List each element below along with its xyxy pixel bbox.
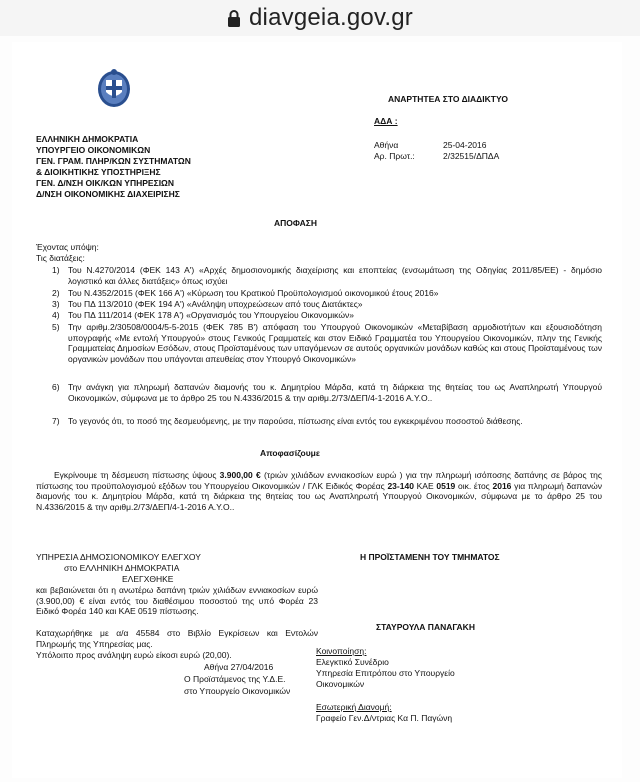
audit-signatory-title: Ο Προϊστάμενος της Υ.Δ.Ε. (184, 674, 286, 684)
provisions-label: Τις διατάξεις: (36, 253, 85, 263)
list-item-number: 7) (52, 416, 60, 426)
lock-icon (227, 9, 241, 27)
document-page (12, 42, 622, 778)
we-decide-heading: Αποφασίζουμε (260, 448, 320, 458)
list-item-number: 3) (52, 299, 60, 309)
audit-paragraph-1: και βεβαιώνεται ότι η ανωτέρω δαπάνη τριών χιλιάδων εννιακοσίων ευρώ (3.900,00) € είναι εντός του διαθέσιμου ποσοστού της υπό Φορέα 23 Ειδικό Φορέα 140 και ΚΑΕ 0519 πίστωσης. (36, 585, 318, 616)
list-item-number: 1) (52, 265, 60, 275)
protocol-number: 2/32515/ΔΠΔΑ (443, 151, 500, 161)
audit-service-title: ΥΠΗΡΕΣΙΑ ΔΗΜΟΣΙΟΝΟΜΙΚΟΥ ΕΛΕΓΧΟΥ (36, 552, 201, 562)
list-item-number: 6) (52, 382, 60, 392)
list-item: Του ΠΔ 111/2014 (ΦΕΚ 178 Α') «Οργανισμός του Υπουργείου Οικονομικών» (68, 310, 354, 320)
notification-recipient-3: Οικονομικών (316, 679, 365, 689)
notification-recipient-2: Υπηρεσία Επιτρόπου στο Υπουργείο (316, 668, 455, 678)
to-internet-label: ΑΝΑΡΤΗΤΕΑ ΣΤΟ ΔΙΑΔΙΚΤΥΟ (388, 94, 508, 104)
audit-signatory-subtitle: στο Υπουργείο Οικονομικών (184, 686, 291, 696)
internal-distribution-recipient: Γραφείο Γεν.Δ/ντριας Κα Π. Παγώνη (316, 713, 453, 723)
list-item-number: 5) (52, 322, 60, 332)
head-of-department: Η ΠΡΟΪΣΤΑΜΕΝΗ ΤΟΥ ΤΜΗΜΑΤΟΣ (360, 552, 500, 562)
place-label: Αθήνα (374, 140, 399, 150)
address-bar[interactable] (0, 0, 640, 36)
list-item: Την αριθμ.2/30508/0004/5-5-2015 (ΦΕΚ 785 Β') απόφαση του Υπουργού Οικονομικών «Μεταβίβαση αρμοδιοτήτων και εξουσιοδότηση υπογραφής «Με εντολή Υπουργού» στους Γενικούς Γραμματείς και στον Ειδικό Γραμματέα του Υπουργείου Οικονομικών, πλην της Γενικής Γραμματείας Δημοσίων Εσόδων, στους Προϊσταμένους των υπαγόμενων σε αυτούς οργανικών μονάδων καθώς και στους Προϊσταμένους των οργανικών μονάδων που υπάγονται απευθείας στον Υπουργό Οικονομικών» (68, 322, 602, 364)
considering-label: Έχοντας υπόψη: (36, 242, 99, 252)
greek-emblem-icon (92, 66, 136, 110)
document-date: 25-04-2016 (443, 140, 487, 150)
decision-paragraph: Εγκρίνουμε τη δέσμευση πίστωσης ύψους 3.900,00 € (τριών χιλιάδων εννιακοσίων ευρώ ) για την πληρωμή ισόποσης δαπάνης σε βάρος της πίστωσης του προϋπολογισμού εξόδων του Υπουργείου Οικονομικών / ΓΛΚ Ειδικός Φορέας 23-140 ΚΑΕ 0519 οικ. έτος 2016 για πληρωμή δαπανών διαμονής του κ. Δημητρίου Μάρδα, κατά τη διάρκεια της θητείας του ως Αναπληρωτή Υπουργού Οικονομικών, σύμφωνα με το άρθρο 25 του Ν.4336/2015 & την αριθμ.2/73/ΔΕΠ/4-1-2016 Α.Υ.Ο.. (36, 470, 602, 512)
list-item-number: 4) (52, 310, 60, 320)
decision-title: ΑΠΟΦΑΣΗ (274, 218, 318, 228)
list-item: Του ΠΔ 113/2010 (ΦΕΚ 194 Α') «Ανάληψη υποχρεώσεων από τους Διατάκτες» (68, 299, 363, 309)
issuer-line-2: ΥΠΟΥΡΓΕΙΟ ΟΙΚΟΝΟΜΙΚΩΝ (36, 145, 151, 155)
issuer-line-1: ΕΛΛΗΝΙΚΗ ΔΗΜΟΚΡΑΤΙΑ (36, 134, 139, 144)
issuer-line-3: ΓΕΝ. ΓΡΑΜ. ΠΛΗΡ/ΚΩΝ ΣΥΣΤΗΜΑΤΩΝ (36, 156, 191, 166)
protocol-label: Αρ. Πρωτ.: (374, 151, 415, 161)
audit-date: Αθήνα 27/04/2016 (204, 662, 274, 672)
list-item: Την ανάγκη για πληρωμή δαπανών διαμονής του κ. Δημητρίου Μάρδα, κατά τη διάρκεια της θητείας του ως Αναπληρωτή Υπουργού Οικονομικών, σύμφωνα με το άρθρο 25 του Ν.4336/2015 & την αριθμ.2/73/ΔΕΠ/4-1-2016 Α.Υ.Ο.. (68, 382, 602, 403)
signatory-name: ΣΤΑΥΡΟΥΛΑ ΠΑΝΑΓΑΚΗ (376, 622, 475, 632)
audit-paragraph-2: Καταχωρήθηκε με α/α 45584 στο Βιβλίο Εγκρίσεων και Εντολών Πληρωμής της Υπηρεσίας μας. (36, 628, 318, 649)
audit-service-subtitle: στο ΕΛΛΗΝΙΚΗ ΔΗΜΟΚΡΑΤΙΑ (64, 563, 180, 573)
document-viewer (0, 36, 640, 782)
audit-paragraph-3: Υπόλοιπο προς ανάληψη ευρώ είκοσι ευρώ (20,00). (36, 650, 232, 660)
audit-checked-label: ΕΛΕΓΧΘΗΚΕ (122, 574, 174, 584)
list-item-number: 2) (52, 288, 60, 298)
issuer-line-6: Δ/ΝΣΗ ΟΙΚΟΝΟΜΙΚΗΣ ΔΙΑΧΕΙΡΙΣΗΣ (36, 189, 180, 199)
notification-recipient-1: Ελεγκτικό Συνέδριο (316, 657, 389, 667)
issuer-line-5: ΓΕΝ. Δ/ΝΣΗ ΟΙΚ/ΚΩΝ ΥΠΗΡΕΣΙΩΝ (36, 178, 175, 188)
list-item: Του Ν.4270/2014 (ΦΕΚ 143 Α') «Αρχές δημοσιονομικής διαχείρισης και εποπτείας (ενσωμάτωση της Οδηγίας 2011/85/ΕΕ) - δημόσιο λογιστικό και άλλες διατάξεις» όπως ισχύει (68, 265, 602, 286)
url-text: diavgeia.gov.gr (249, 4, 413, 31)
ada-label: ΑΔΑ : (374, 116, 398, 126)
internal-distribution-label: Εσωτερική Διανομή: (316, 702, 392, 712)
issuer-line-4: & ΔΙΟΙΚΗΤΙΚΗΣ ΥΠΟΣΤΗΡΙΞΗΣ (36, 167, 161, 177)
list-item: Το γεγονός ότι, το ποσό της δεσμευόμενης, με την παρούσα, πίστωσης είναι εντός του εγκεκριμένου ποσοστού διάθεσης. (68, 416, 523, 426)
list-item: Του Ν.4352/2015 (ΦΕΚ 166 Α') «Κύρωση του Κρατικού Προϋπολογισμού οικονομικού έτους 2016» (68, 288, 439, 298)
notification-label: Κοινοποίηση: (316, 646, 367, 656)
